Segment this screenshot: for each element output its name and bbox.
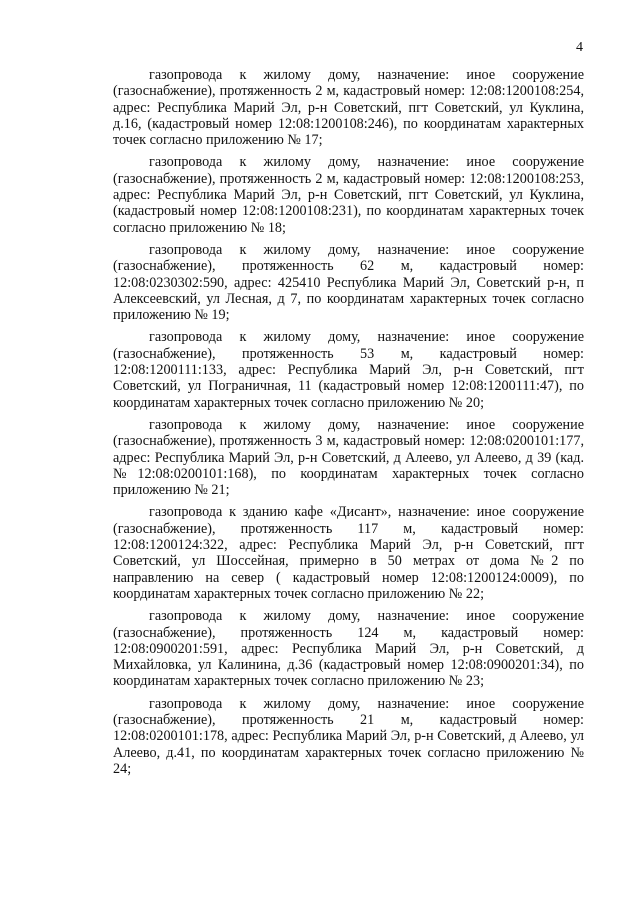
document-body <box>113 67 584 777</box>
paragraph-appendix-22: газопровода к зданию кафе «Дисант», назначение: иное сооружение (газоснабжение), протяженность 117 м, кадастровый номер: 12:08:1200124:322, адрес: Республика Марий Эл, р-н Советский, пгт Советский, ул Шоссейная, примерно в 50 метрах от дома №2 по направлению на север ( кадастровый номер 12:08:1200124:0009), по координатам характерных точек согласно приложению № 22; <box>113 504 584 602</box>
paragraph-appendix-19: газопровода к жилому дому, назначение: иное сооружение (газоснабжение), протяженность 62 м, кадастровый номер: 12:08:0230302:590, адрес: 425410 Республика Марий Эл, Советский р-н, п Алексеевский, ул Лесная, д 7, по координатам характерных точек согласно приложению № 19; <box>113 241 584 324</box>
page-number: 4 <box>576 40 583 55</box>
paragraph-appendix-20: газопровода к жилому дому, назначение: иное сооружение (газоснабжение), протяженность 53 м, кадастровый номер: 12:08:1200111:133, адрес: Республика Марий Эл, р-н Советский, пгт Советский, ул Пограничная, 11 (кадастровый номер 12:08:1200111:47), по координатам характерных точек согласно приложению № 20; <box>113 329 584 411</box>
paragraph-appendix-17: газопровода к жилому дому, назначение: иное сооружение (газоснабжение), протяженность 2 м, кадастровый номер: 12:08:1200108:254, адрес: Республика Марий Эл, р-н Советский, пгт Советский, ул Куклина, д.16, (кадастровый номер 12:08:1200108:246), по координатам характерных точек согласно приложению № 17; <box>113 67 584 149</box>
paragraph-appendix-18: газопровода к жилому дому, назначение: иное сооружение (газоснабжение), протяженность 2 м, кадастровый номер: 12:08:1200108:253, адрес: Республика Марий Эл, р-н Советский, пгт Советский, ул Куклина, (кадастровый номер 12:08:1200108:231), по координатам характерных точек согласно приложению № 18; <box>113 154 584 236</box>
paragraph-appendix-23: газопровода к жилому дому, назначение: иное сооружение (газоснабжение), протяженность 124 м, кадастровый номер: 12:08:0900201:591, адрес: Республика Марий Эл, р-н Советский, д Михайловка, ул Калинина, д.36 (кадастровый номер 12:08:0900201:34), по координатам характерных точек согласно приложению № 23; <box>113 608 584 690</box>
paragraph-appendix-21: газопровода к жилому дому, назначение: иное сооружение (газоснабжение), протяженность 3 м, кадастровый номер: 12:08:0200101:177, адрес: Республика Марий Эл, р-н Советский, д Алеево, ул Алеево, д 39 (кад. №12:08:0200101:168), по координатам характерных точек согласно приложению № 21; <box>113 416 584 499</box>
paragraph-appendix-24: газопровода к жилому дому, назначение: иное сооружение (газоснабжение), протяженность 21 м, кадастровый номер: 12:08:0200101:178, адрес: Республика Марий Эл, р-н Советский, д Алеево, ул Алеево, д.41, по координатам характерных точек согласно приложению № 24; <box>113 695 584 777</box>
